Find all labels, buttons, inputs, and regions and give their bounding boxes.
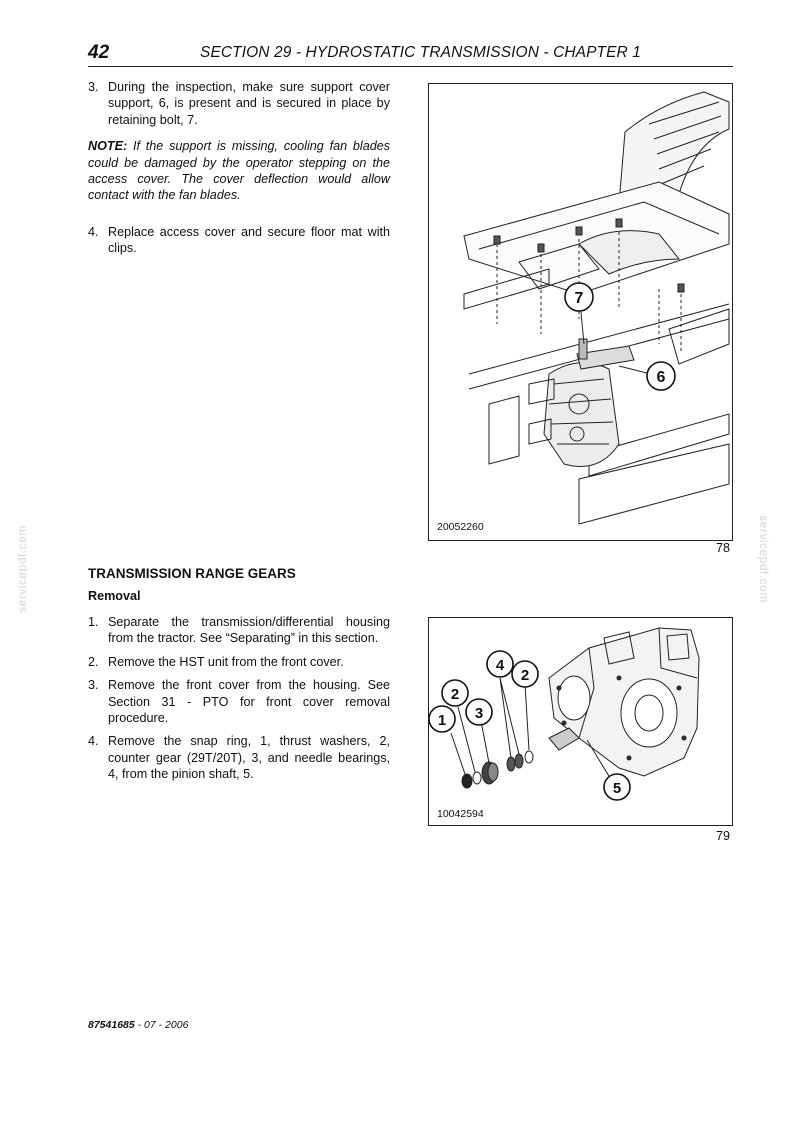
figure-79-number: 79	[716, 829, 731, 843]
step-text: Remove the front cover from the housing. See Section 31 - PTO for front cover removal procedure.	[108, 678, 390, 726]
figure-78-illustration	[429, 84, 732, 540]
svg-text:5: 5	[612, 780, 622, 797]
note-text: If the support is missing, cooling fan blades could be damaged by the operator stepping on the access cover. The cover deflection would allow contact with the fan blades.	[88, 139, 390, 203]
removal-steps	[88, 614, 390, 783]
step-number: 3.	[88, 678, 99, 693]
callout-5	[604, 774, 630, 800]
section-heading: TRANSMISSION RANGE GEARS	[88, 566, 296, 581]
step-text: Separate the transmission/differential housing from the tractor. See “Separating” in this section.	[108, 615, 390, 646]
step-number: 2.	[88, 654, 99, 669]
svg-text:4: 4	[495, 657, 505, 674]
figure-78-code: 20052260	[437, 521, 484, 533]
removal-step-1	[88, 614, 390, 647]
note	[88, 138, 390, 204]
callout-1	[429, 706, 455, 732]
svg-text:7: 7	[574, 290, 584, 307]
page-number: 42	[88, 42, 110, 63]
section-title: SECTION 29 - HYDROSTATIC TRANSMISSION - CHAPTER 1	[200, 44, 641, 61]
step-text: Replace access cover and secure floor mat with clips.	[108, 224, 390, 256]
step-number: 4.	[88, 224, 99, 239]
figure-79	[428, 617, 733, 826]
step-text: Remove the HST unit from the front cover.	[108, 654, 344, 669]
svg-text:3: 3	[474, 705, 484, 722]
callout-2-left	[442, 680, 468, 706]
watermark-right: servicepdf.com	[756, 515, 771, 603]
doc-date: - 07 - 2006	[134, 1019, 189, 1031]
figure-79-illustration	[429, 618, 732, 825]
step-3-inspection	[88, 79, 390, 128]
step-number: 1.	[88, 615, 99, 629]
page-header	[88, 42, 733, 67]
top-text-column	[88, 79, 390, 257]
figure-78-number: 78	[716, 541, 731, 555]
step-number: 4.	[88, 734, 99, 749]
watermark-left: servicepdf.com	[14, 525, 29, 613]
callout-4	[487, 651, 513, 677]
callout-3	[466, 699, 492, 725]
subsection-heading: Removal	[88, 589, 141, 603]
svg-text:6: 6	[656, 369, 666, 386]
svg-text:2: 2	[450, 686, 460, 703]
note-label: NOTE:	[88, 139, 128, 154]
step-text: Remove the snap ring, 1, thrust washers, 2, counter gear (29T/20T), 3, and needle bearings, 4, from the pinion shaft, 5.	[108, 734, 390, 782]
step-text: During the inspection, make sure support cover support, 6, is present and is secured in place by retaining bolt, 7.	[108, 80, 390, 127]
removal-step-4	[88, 733, 390, 782]
step-number: 3.	[88, 80, 99, 94]
callout-6	[647, 362, 675, 390]
svg-text:1: 1	[437, 712, 447, 729]
callout-7	[565, 283, 593, 311]
step-4-replace-cover	[88, 224, 390, 257]
svg-text:2: 2	[520, 667, 530, 684]
doc-number: 87541685	[88, 1019, 135, 1031]
removal-step-3	[88, 677, 390, 726]
figure-78	[428, 83, 733, 541]
figure-79-code: 10042594	[437, 808, 484, 820]
callout-2-right	[512, 661, 538, 687]
footer	[88, 1019, 188, 1031]
removal-step-2	[88, 654, 390, 670]
